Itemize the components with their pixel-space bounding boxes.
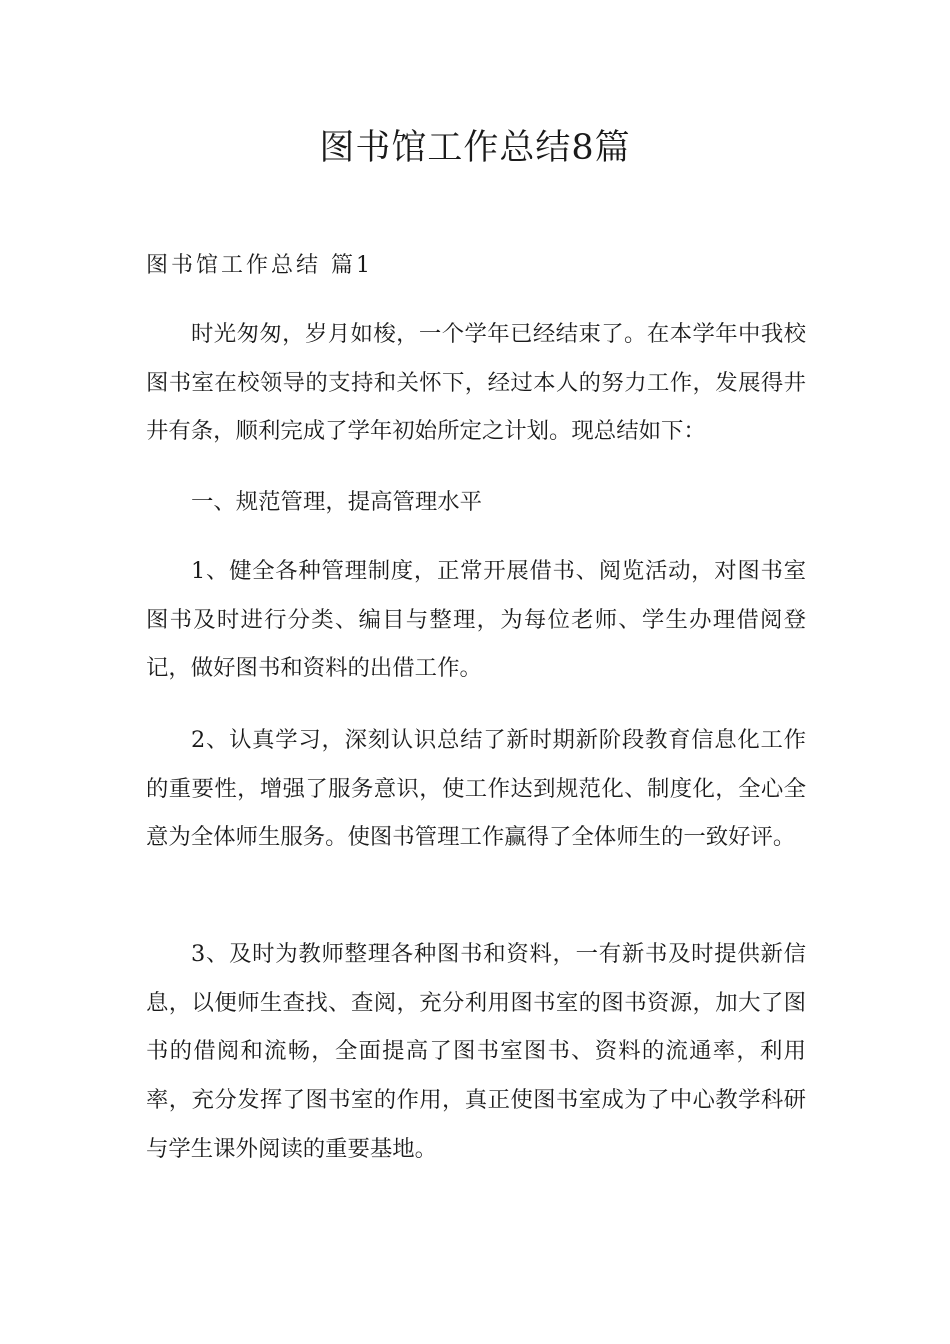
paragraph-subheading: 一、规范管理，提高管理水平	[191, 489, 483, 515]
paragraph-intro: 时光匆匆，岁月如梭，一个学年已经结束了。在本学年中我校图书室在校领导的支持和关怀下，经过本人的努力工作，发展得井井有条，顺利完成了学年初始所定之计划。现总结如下：	[146, 321, 806, 445]
paragraph-item-2: 2、认真学习，深刻认识总结了新时期新阶段教育信息化工作的重要性，增强了服务意识，使工作达到规范化、制度化，全心全意为全体师生服务。使图书管理工作赢得了全体师生的一致好评。	[146, 727, 806, 851]
paragraph-item-1: 1、健全各种管理制度，正常开展借书、阅览活动，对图书室图书及时进行分类、编目与整理，为每位老师、学生办理借阅登记，做好图书和资料的出借工作。	[146, 558, 806, 682]
document-title: 图书馆工作总结8篇	[319, 128, 631, 168]
section-heading: 图书馆工作总结 篇1	[146, 253, 373, 278]
paragraph-item-3: 3、及时为教师整理各种图书和资料，一有新书及时提供新信息，以便师生查找、查阅，充分利用图书室的图书资源，加大了图书的借阅和流畅，全面提高了图书室图书、资料的流通率，利用率，充分发挥了图书室的作用，真正使图书室成为了中心教学科研与学生课外阅读的重要基地。	[146, 941, 806, 1162]
